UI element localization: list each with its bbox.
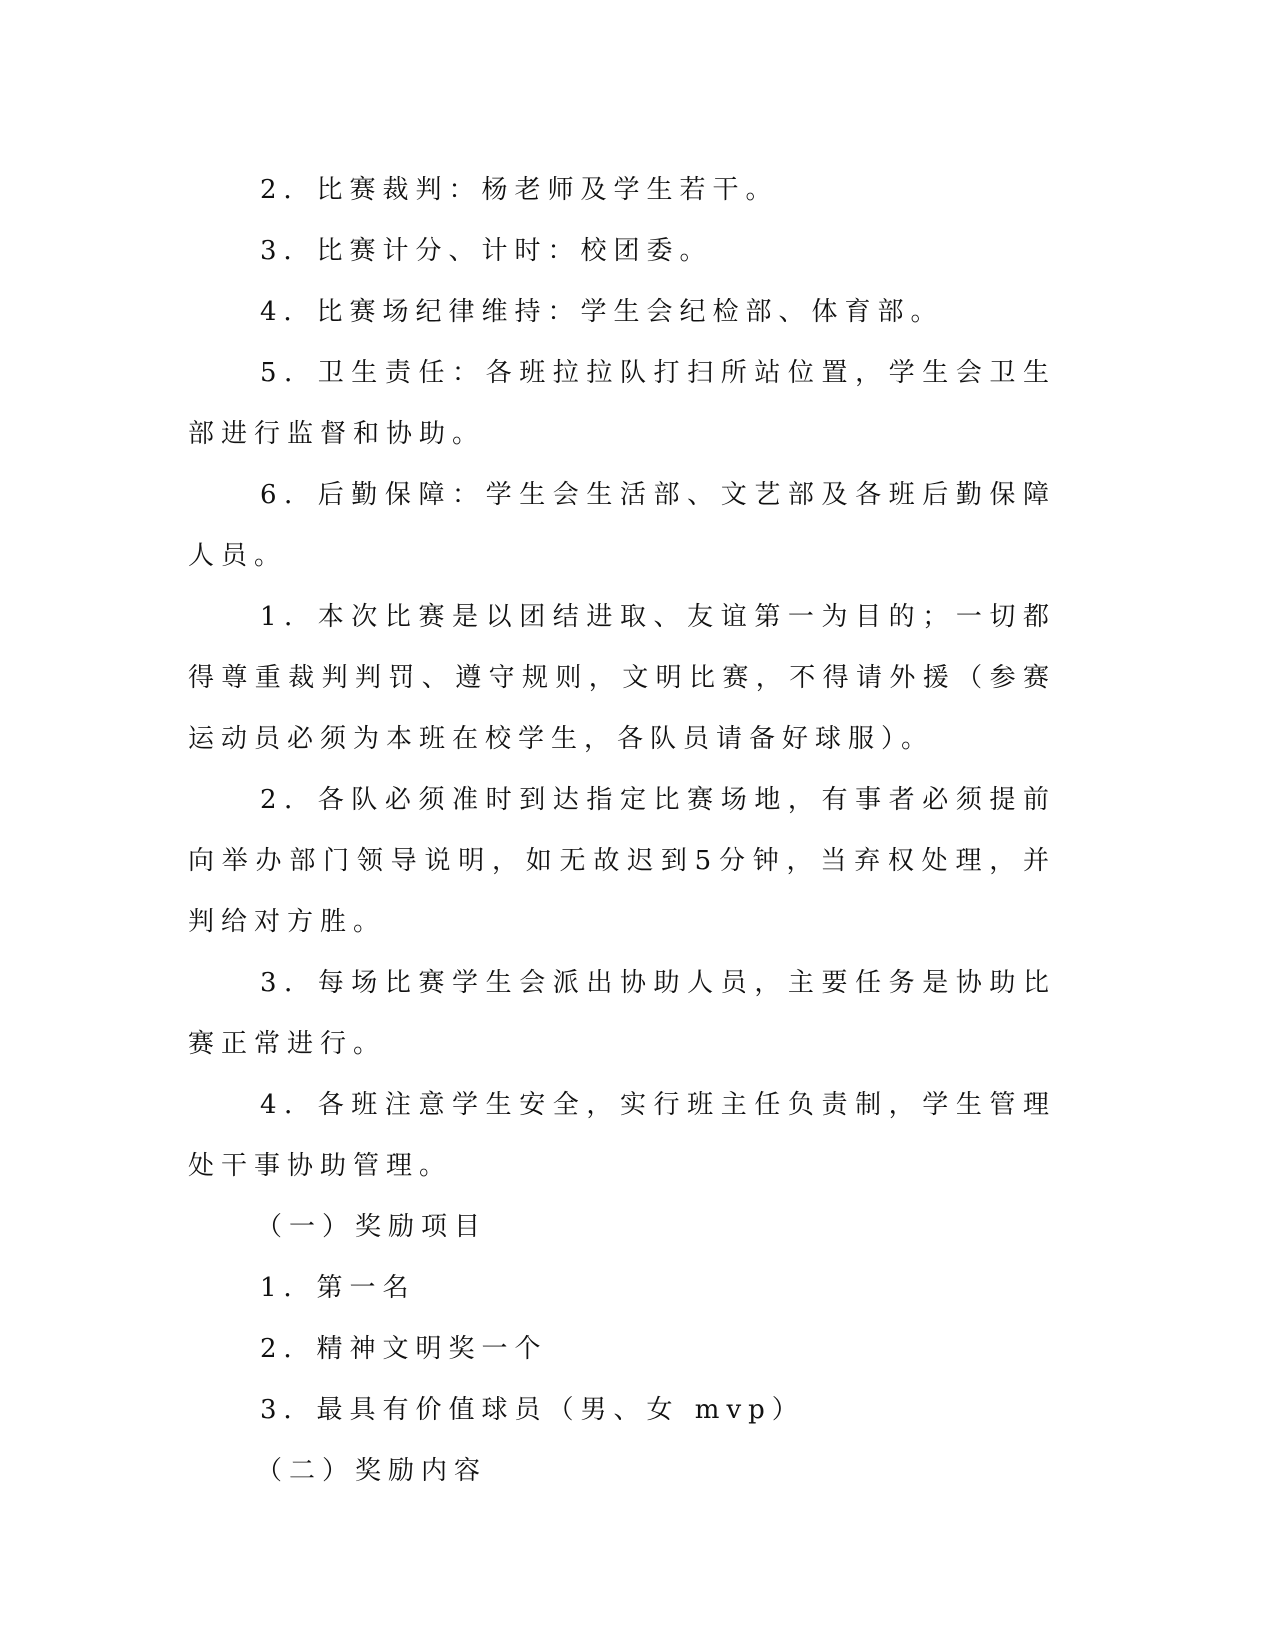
paragraph-rule-2: 2．各队必须准时到达指定比赛场地，有事者必须提前向举办部门领导说明，如无故迟到5分钟，当弃权处理，并判给对方胜。 <box>188 785 1056 937</box>
section-heading-award-items: （一）奖励项目 <box>256 1212 488 1242</box>
award-item-mvp: 3．最具有价值球员（男、女 mvp） <box>260 1395 805 1425</box>
document-body <box>188 160 1056 1502</box>
paragraph-referee: 2．比赛裁判：杨老师及学生若干。 <box>260 175 779 205</box>
paragraph-rule-4: 4．各班注意学生安全，实行班主任负责制，学生管理处干事协助管理。 <box>188 1090 1056 1181</box>
award-item-first-place: 1．第一名 <box>260 1273 416 1303</box>
paragraph-rule-1: 1．本次比赛是以团结进取、友谊第一为目的；一切都得尊重裁判判罚、遵守规则，文明比赛，不得请外援（参赛运动员必须为本班在校学生，各队员请备好球服）。 <box>188 602 1056 754</box>
paragraph-discipline: 4．比赛场纪律维持：学生会纪检部、体育部。 <box>260 297 944 327</box>
paragraph-logistics: 6．后勤保障：学生会生活部、文艺部及各班后勤保障人员。 <box>188 480 1056 571</box>
paragraph-scoring-timing: 3．比赛计分、计时：校团委。 <box>260 236 713 266</box>
section-heading-award-content: （二）奖励内容 <box>256 1456 488 1486</box>
paragraph-hygiene: 5．卫生责任：各班拉拉队打扫所站位置，学生会卫生部进行监督和协助。 <box>188 358 1056 449</box>
paragraph-rule-3: 3．每场比赛学生会派出协助人员，主要任务是协助比赛正常进行。 <box>188 968 1056 1059</box>
award-item-spirit: 2．精神文明奖一个 <box>260 1334 548 1364</box>
